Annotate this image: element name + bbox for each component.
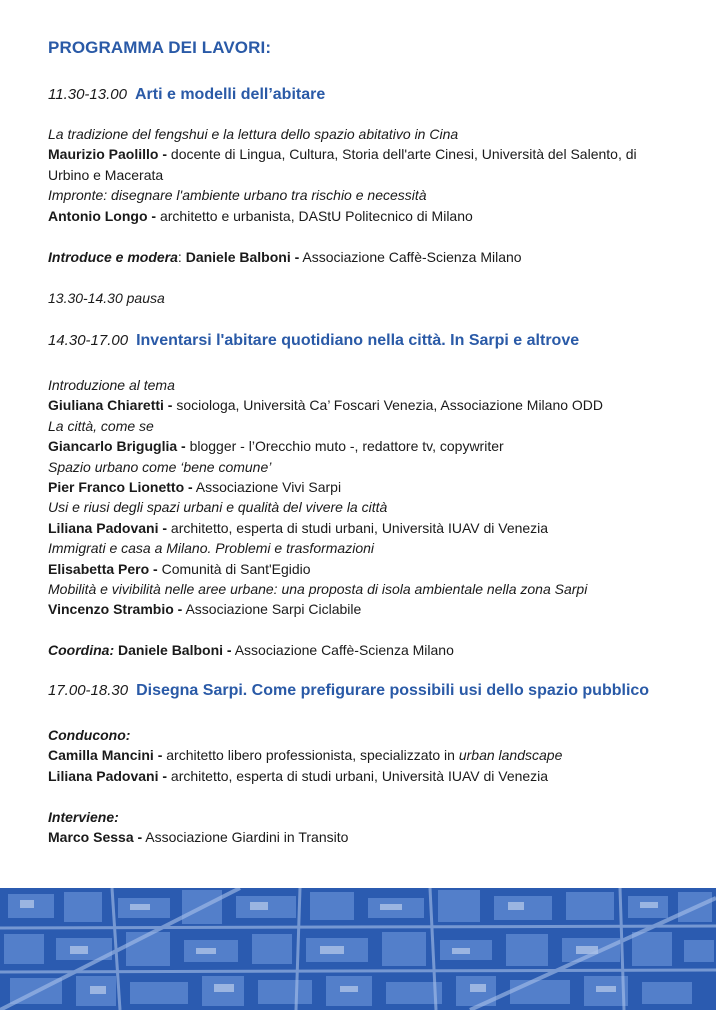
session-3-header (48, 682, 649, 700)
speaker-line (48, 436, 678, 456)
lead-name: Liliana Padovani - (48, 767, 168, 784)
lead-line (48, 766, 678, 786)
moderator-colon: : (177, 249, 186, 265)
session-3-leads (48, 725, 678, 786)
session-time: 11.30-13.00 (48, 86, 127, 103)
speaker-line (48, 518, 678, 538)
lead-role-italic: urban landscape (458, 747, 563, 764)
lead-role: architetto, esperta di studi urbani, Università IUAV di Venezia (167, 767, 549, 784)
speaker-role: architetto e urbanista, DAStU Politecnico di Milano (156, 207, 473, 224)
speaker-label: Interviene: (48, 809, 119, 825)
lead-name: Camilla Mancini - (48, 747, 163, 764)
session-time: 17.00-18.30 (48, 682, 129, 699)
speaker-name: Liliana Padovani - (48, 519, 168, 536)
speaker-name: Marco Sessa - (48, 829, 143, 846)
talk-title: Spazio urbano come ‘bene comune’ (48, 458, 272, 475)
speaker-name: Antonio Longo - (48, 207, 157, 224)
speaker-org: Associazione Giardini in Transito (142, 829, 349, 846)
coordinator-org: Associazione Caffè-Scienza Milano (231, 642, 454, 658)
speaker-role: blogger - l’Orecchio muto -, redattore tv, copywriter (185, 438, 504, 455)
speaker-name: Giancarlo Briguglia - (48, 438, 186, 455)
moderator-label: Introduce e modera (48, 249, 178, 265)
speaker-line (48, 395, 678, 415)
speaker-name: Giuliana Chiaretti - (48, 397, 173, 414)
session-1-talks (48, 124, 678, 226)
speaker-line (48, 599, 678, 619)
speaker-name: Elisabetta Pero - (48, 560, 158, 577)
speaker-name: Vincenzo Strambio - (48, 601, 183, 618)
talk-title: Mobilità e vivibilità nelle aree urbane: una proposta di isola ambientale nella zona Sarpi (48, 581, 588, 598)
session-title: Inventarsi l'abitare quotidiano nella città. In Sarpi e altrove (136, 332, 580, 349)
talk-title: La città, come se (48, 417, 154, 434)
moderator-org: Associazione Caffè-Scienza Milano (299, 249, 522, 265)
session-time: 14.30-17.00 (48, 332, 129, 349)
talk-title: Immigrati e casa a Milano. Problemi e trasformazioni (48, 540, 375, 557)
moderator-line (48, 247, 678, 267)
session-2-talks (48, 375, 678, 620)
speaker-line (48, 827, 678, 847)
speaker-role: Associazione Sarpi Ciclabile (182, 601, 362, 618)
session-2-header (48, 332, 579, 350)
speaker-line (48, 144, 678, 164)
speaker-role: Comunità di Sant'Egidio (157, 560, 311, 577)
talk-title: Impronte: disegnare l'ambiente urbano tra rischio e necessità (48, 187, 427, 204)
session-title: Arti e modelli dell’abitare (134, 86, 326, 103)
speaker-role: sociologa, Università Ca’ Foscari Venezia, Associazione Milano ODD (172, 397, 604, 414)
speaker-name: Pier Franco Lionetto - (48, 479, 193, 496)
leads-label: Conducono: (48, 727, 131, 743)
speaker-line (48, 559, 678, 579)
speaker-line (48, 206, 678, 226)
speaker-role: docente di Lingua, Cultura, Storia dell'arte Cinesi, Università del Salento, di (167, 146, 637, 163)
coordinator-line (48, 640, 678, 660)
pause-line: 13.30-14.30 pausa (48, 290, 165, 306)
city-map-banner (0, 888, 716, 1010)
speaker-line (48, 477, 678, 497)
lead-line (48, 745, 678, 765)
coordinator-label: Coordina: (48, 642, 115, 658)
coordinator-name: Daniele Balboni - (114, 642, 232, 658)
talk-title: Usi e riusi degli spazi urbani e qualità del vivere la città (48, 499, 388, 516)
speaker-block (48, 807, 678, 848)
speaker-role-cont: Urbino e Macerata (48, 166, 164, 183)
aerial-map-image (0, 888, 716, 1010)
speaker-role: Associazione Vivi Sarpi (192, 479, 342, 496)
page-title: PROGRAMMA DEI LAVORI: (48, 38, 272, 57)
lead-role: architetto libero professionista, specializzato in (162, 747, 459, 764)
speaker-role: architetto, esperta di studi urbani, Università IUAV di Venezia (167, 519, 549, 536)
moderator-name: Daniele Balboni - (185, 249, 300, 265)
session-title: Disegna Sarpi. Come prefigurare possibili usi dello spazio pubblico (136, 682, 650, 699)
talk-title: La tradizione del fengshui e la lettura dello spazio abitativo in Cina (48, 126, 459, 142)
talk-title: Introduzione al tema (48, 377, 175, 393)
session-1-header (48, 86, 325, 104)
speaker-name: Maurizio Paolillo - (48, 146, 168, 163)
